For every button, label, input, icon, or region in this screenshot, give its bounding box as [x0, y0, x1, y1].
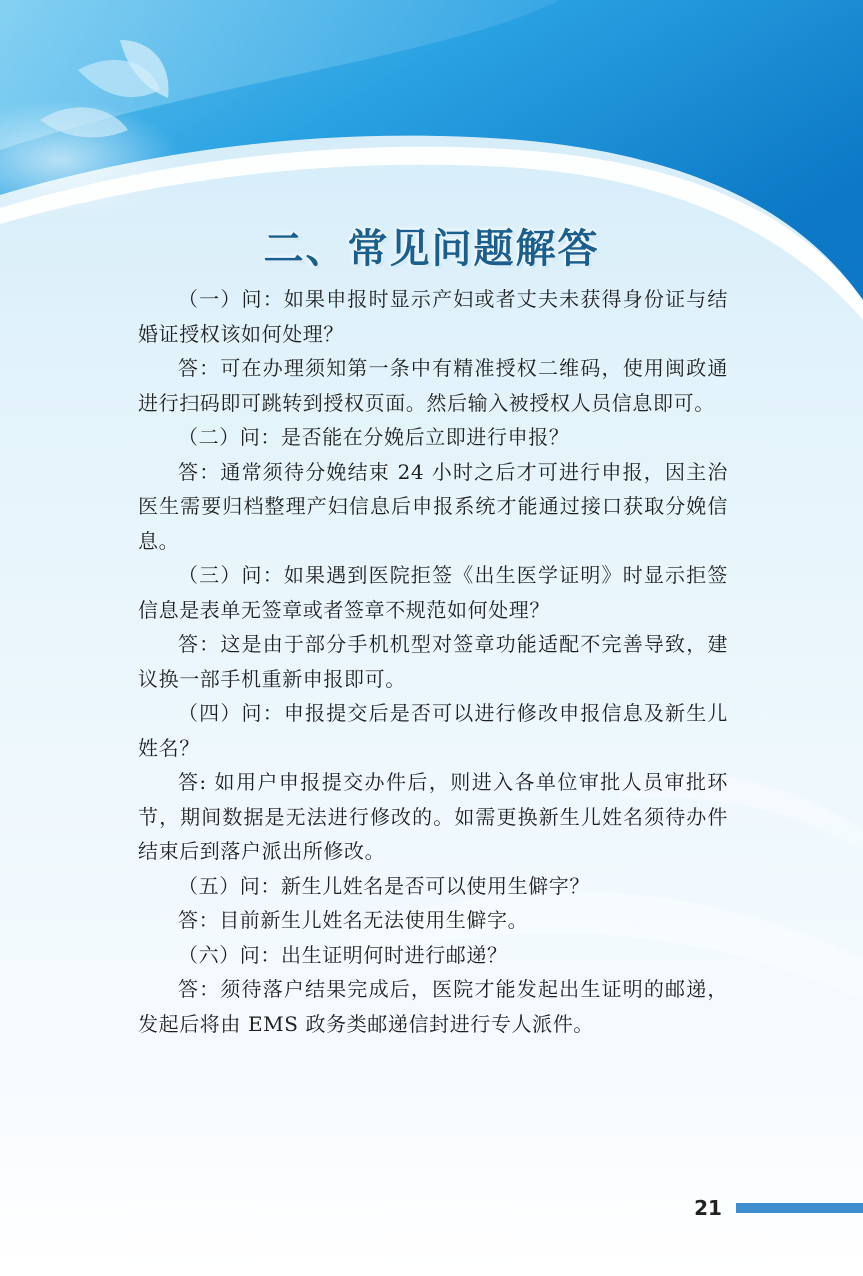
- question-4: （四）问：申报提交后是否可以进行修改申报信息及新生儿姓名？: [138, 701, 728, 760]
- page-number-bar: [736, 1203, 863, 1213]
- answer-1: 答：可在办理须知第一条中有精准授权二维码，使用闽政通进行扫码即可跳转到授权页面。然后输入被授权人员信息即可。: [138, 356, 728, 415]
- answer-5: 答：目前新生儿姓名无法使用生僻字。: [178, 908, 529, 932]
- question-3: （三）问：如果遇到医院拒签《出生医学证明》时显示拒签信息是表单无签章或者签章不规范如何处理？: [138, 563, 728, 622]
- faq-content: [138, 282, 728, 1041]
- answer-3: 答：这是由于部分手机机型对签章功能适配不完善导致，建议换一部手机重新申报即可。: [138, 632, 728, 691]
- answer-4: 答: 如用户申报提交办件后，则进入各单位审批人员审批环节，期间数据是无法进行修改的。如需更换新生儿姓名须待办件结束后到落户派出所修改。: [138, 770, 728, 863]
- answer-6: 答：须待落户结果完成后，医院才能发起出生证明的邮递，发起后将由 EMS 政务类邮递信封进行专人派件。: [138, 977, 728, 1036]
- question-1: （一）问：如果申报时显示产妇或者丈夫未获得身份证与结婚证授权该如何处理？: [138, 287, 728, 346]
- answer-2: 答：通常须待分娩结束 24 小时之后才可进行申报，因主治医生需要归档整理产妇信息后申报系统才能通过接口获取分娩信息。: [138, 459, 728, 553]
- question-5: （五）问：新生儿姓名是否可以使用生僻字？: [178, 873, 590, 898]
- page-number: 21: [694, 1196, 722, 1220]
- question-2: （二）问：是否能在分娩后立即进行申报？: [178, 425, 570, 449]
- page-title: 二、常见问题解答: [263, 225, 600, 272]
- question-6: （六）问：出生证明何时进行邮递？: [178, 942, 508, 967]
